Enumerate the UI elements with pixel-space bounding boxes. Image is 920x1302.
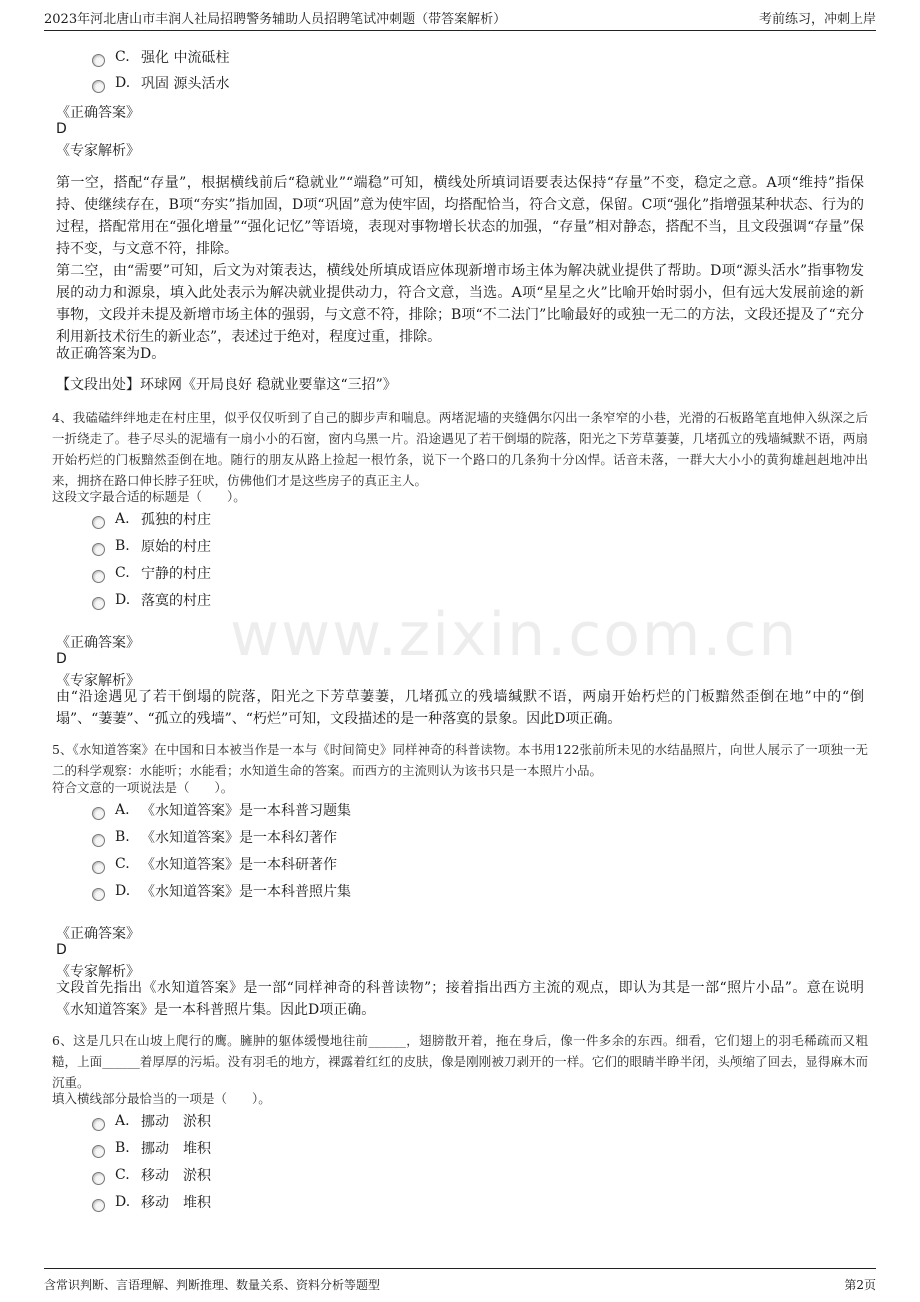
option-letter: A. — [115, 511, 130, 527]
q3-answer: D — [56, 121, 67, 137]
option-text: 孤独的村庄 — [141, 512, 211, 528]
q6-option-b[interactable] — [92, 1135, 211, 1161]
q3-analysis-paragraph-1: 第一空，搭配“存量”，根据横线前后“稳就业”“端稳”可知，横线处所填词语要表达保持“存量”不变，稳定之意。A项“维持”指保持、使继续存在，B项“夯实”指加固，D项“巩固”意为使牢固，均搭配恰当，符合文意，保留。C项“强化”指增强某种状态、行为的过程，搭配常用在“强化增量”“强化记忆”等语境，表现对事物增长状态的加强，“存量”相对静态，搭配不当，且文段强调“存量”保持不变，与文意不符，排除。 — [56, 175, 864, 257]
q5-option-b[interactable] — [92, 824, 337, 850]
q5-expert-analysis-label: 《专家解析》 — [56, 964, 140, 980]
radio-icon[interactable] — [92, 570, 105, 583]
option-text: 挪动 淤积 — [141, 1114, 211, 1130]
q4-correct-answer-label: 《正确答案》 — [56, 635, 140, 651]
q6-option-d[interactable] — [92, 1189, 211, 1215]
radio-icon[interactable] — [92, 1199, 105, 1212]
q4-option-b[interactable] — [92, 533, 211, 559]
radio-icon[interactable] — [92, 516, 105, 529]
q3-analysis-paragraph-2: 第二空，由“需要”可知，后文为对策表达，横线处所填成语应体现新增市场主体为解决就业提供了帮助。D项“源头活水”指事物发展的动力和源泉，填入此处表示为解决就业提供动力，符合文意，当选。A项“星星之火”比喻开始时弱小，但有远大发展前途的新事物，文段并未提及新增市场主体的强弱，与文意不符，排除；B项“不二法门”比喻最好的或独一无二的方法，文段还提及了“充分利用新技术衍生的新业态”，表述过于绝对，程度过重，排除。 — [56, 263, 864, 345]
q3-expert-analysis-label: 《专家解析》 — [56, 143, 140, 159]
option-letter: D. — [115, 883, 131, 899]
q4-answer: D — [56, 651, 67, 667]
q5-prompt: 符合文意的一项说法是（ ）。 — [52, 780, 234, 795]
option-text: 挪动 堆积 — [141, 1141, 211, 1157]
radio-icon[interactable] — [92, 1145, 105, 1158]
radio-icon[interactable] — [92, 597, 105, 610]
q5-analysis: 文段首先指出《水知道答案》是一部“同样神奇的科普读物”；接着指出西方主流的观点，即认为其是一部“照片小品”。意在说明《水知道答案》是一本科普照片集。因此D项正确。 — [56, 980, 864, 1018]
option-text: 《水知道答案》是一本科研著作 — [141, 857, 337, 873]
radio-icon[interactable] — [92, 54, 105, 67]
option-text: 宁静的村庄 — [141, 566, 211, 582]
q4-analysis: 由“沿途遇见了若干倒塌的院落，阳光之下芳草萋萋，几堵孤立的残墙缄默不语，两扇开始朽烂的门板黯然歪倒在地”中的“倒塌”、“萋萋”、“孤立的残墙”、“朽烂”可知，文段描述的是一种落寞的景象。因此D项正确。 — [56, 689, 864, 727]
option-letter: A. — [115, 1113, 130, 1129]
radio-icon[interactable] — [92, 888, 105, 901]
q5-correct-answer-label: 《正确答案》 — [56, 926, 140, 942]
q4-stem: 4、我磕磕绊绊地走在村庄里，似乎仅仅听到了自己的脚步声和喘息。两堵泥墙的夹缝偶尔闪出一条窄窄的小巷，光滑的石板路笔直地伸入纵深之后一折绕走了。巷子尽头的泥墙有一扇小小的石窗，窗内乌黑一片。沿途遇见了若干倒塌的院落，阳光之下芳草萋萋，几堵孤立的残墙缄默不语，两扇开始朽烂的门板黯然歪倒在地。随行的朋友从路上捡起一根竹条，说下一个路口的几条狗十分凶悍。话音未落，一群大大小小的黄狗雄赳赳地冲出来，拥挤在路口伸长脖子狂吠，仿佛他们才是这些房子的真正主人。 — [52, 410, 868, 488]
radio-icon[interactable] — [92, 543, 105, 556]
option-text: 《水知道答案》是一本科幻著作 — [141, 830, 337, 846]
q6-stem: 6、这是几只在山坡上爬行的鹰。臃肿的躯体缓慢地往前______，翅膀散开着，拖在身后，像一件多余的东西。细看，它们翅上的羽毛稀疏而又粗糙，上面______着厚厚的污垢。没有羽毛的地方，裸露着红红的皮肤，像是刚刚被刀剥开的一样。它们的眼睛半睁半闭，头颅缩了回去，显得麻木而沉重。 — [52, 1033, 868, 1090]
q5-option-d[interactable] — [92, 878, 351, 904]
option-letter: C. — [115, 565, 130, 581]
q3-option-c[interactable] — [92, 44, 229, 70]
q5-option-c[interactable] — [92, 851, 337, 877]
page-number: 第2页 — [844, 1278, 876, 1292]
option-letter: D. — [115, 75, 131, 91]
option-text: 巩固 源头活水 — [141, 76, 230, 92]
q4-expert-analysis-label: 《专家解析》 — [56, 673, 140, 689]
q4-prompt: 这段文字最合适的标题是（ ）。 — [52, 489, 246, 504]
option-text: 强化 中流砥柱 — [141, 50, 230, 66]
q3-correct-answer-label: 《正确答案》 — [56, 105, 140, 121]
option-text: 落寞的村庄 — [141, 593, 211, 609]
option-letter: B. — [115, 538, 130, 554]
page-header — [44, 8, 876, 31]
q5-option-a[interactable] — [92, 797, 351, 823]
option-letter: A. — [115, 802, 130, 818]
header-slogan: 考前练习，冲刺上岸 — [758, 12, 876, 27]
q4-option-a[interactable] — [92, 506, 211, 532]
option-letter: D. — [115, 592, 131, 608]
option-text: 《水知道答案》是一本科普习题集 — [141, 803, 351, 819]
radio-icon[interactable] — [92, 1172, 105, 1185]
radio-icon[interactable] — [92, 861, 105, 874]
option-letter: B. — [115, 829, 130, 845]
option-text: 《水知道答案》是一本科普照片集 — [141, 884, 351, 900]
footer-topics: 含常识判断、言语理解、判断推理、数量关系、资料分析等题型 — [44, 1278, 381, 1292]
option-text: 移动 淤积 — [141, 1168, 211, 1184]
q6-prompt: 填入横线部分最恰当的一项是（ ）。 — [52, 1091, 271, 1106]
option-letter: D. — [115, 1194, 131, 1210]
radio-icon[interactable] — [92, 807, 105, 820]
watermark: www.zixin.com.cn — [230, 600, 799, 670]
option-letter: C. — [115, 49, 130, 65]
q3-option-d[interactable] — [92, 70, 229, 96]
option-letter: C. — [115, 856, 130, 872]
q4-option-c[interactable] — [92, 560, 211, 586]
q4-option-d[interactable] — [92, 587, 211, 613]
option-letter: C. — [115, 1167, 130, 1183]
radio-icon[interactable] — [92, 834, 105, 847]
q3-source: 【文段出处】环球网《开局良好 稳就业要靠这“三招”》 — [56, 377, 397, 393]
option-letter: B. — [115, 1140, 130, 1156]
q5-answer: D — [56, 942, 67, 958]
q6-option-a[interactable] — [92, 1108, 211, 1134]
option-text: 原始的村庄 — [141, 539, 211, 555]
q5-stem: 5、《水知道答案》在中国和日本被当作是一本与《时间简史》同样神奇的科普读物。本书用122张前所未见的水结晶照片，向世人展示了一项独一无二的科学观察：水能听；水能看；水知道生命的答案。而西方的主流则认为该书只是一本照片小品。 — [52, 742, 868, 778]
q3-analysis-conclusion: 故正确答案为D。 — [56, 346, 166, 362]
option-text: 移动 堆积 — [141, 1195, 211, 1211]
radio-icon[interactable] — [92, 1118, 105, 1131]
radio-icon[interactable] — [92, 80, 105, 93]
q6-option-c[interactable] — [92, 1162, 211, 1188]
document-title: 2023年河北唐山市丰润人社局招聘警务辅助人员招聘笔试冲刺题（带答案解析） — [44, 12, 507, 27]
page-footer — [44, 1268, 876, 1293]
